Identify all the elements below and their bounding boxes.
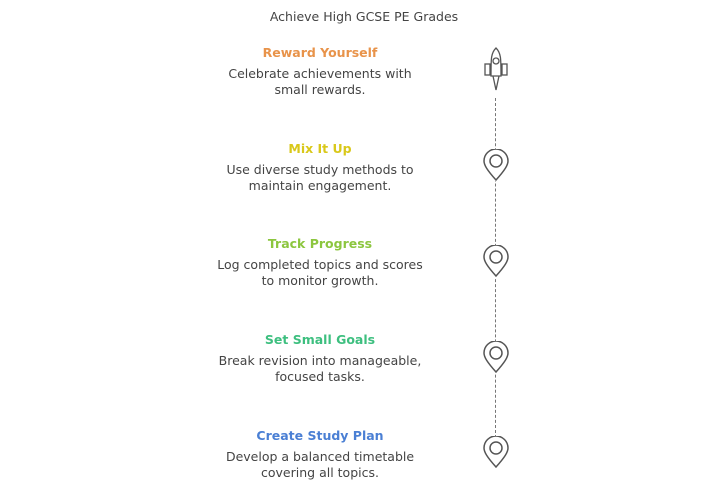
step-create-study-plan [190, 428, 450, 481]
map-pin-icon [483, 149, 509, 181]
diagram-title: Achieve High GCSE PE Grades [269, 9, 459, 24]
map-pin-icon [483, 436, 509, 468]
step-description: Log completed topics and scores to monitor growth. [217, 257, 423, 288]
rocket-icon [483, 46, 509, 96]
step-reward-yourself [190, 45, 450, 98]
map-pin-icon [483, 341, 509, 373]
step-heading: Set Small Goals [264, 332, 376, 347]
step-description: Develop a balanced timetable covering all topics. [225, 449, 415, 480]
map-pin-icon [483, 245, 509, 277]
step-heading: Track Progress [267, 236, 373, 251]
step-heading: Mix It Up [288, 141, 352, 156]
step-heading: Create Study Plan [256, 428, 384, 443]
step-description: Celebrate achievements with small rewards. [228, 66, 412, 97]
step-mix-it-up [190, 141, 450, 194]
step-track-progress [190, 236, 450, 289]
step-heading: Reward Yourself [262, 45, 378, 60]
step-set-small-goals [190, 332, 450, 385]
step-description: Use diverse study methods to maintain engagement. [226, 162, 414, 193]
step-description: Break revision into manageable, focused tasks. [218, 353, 422, 384]
